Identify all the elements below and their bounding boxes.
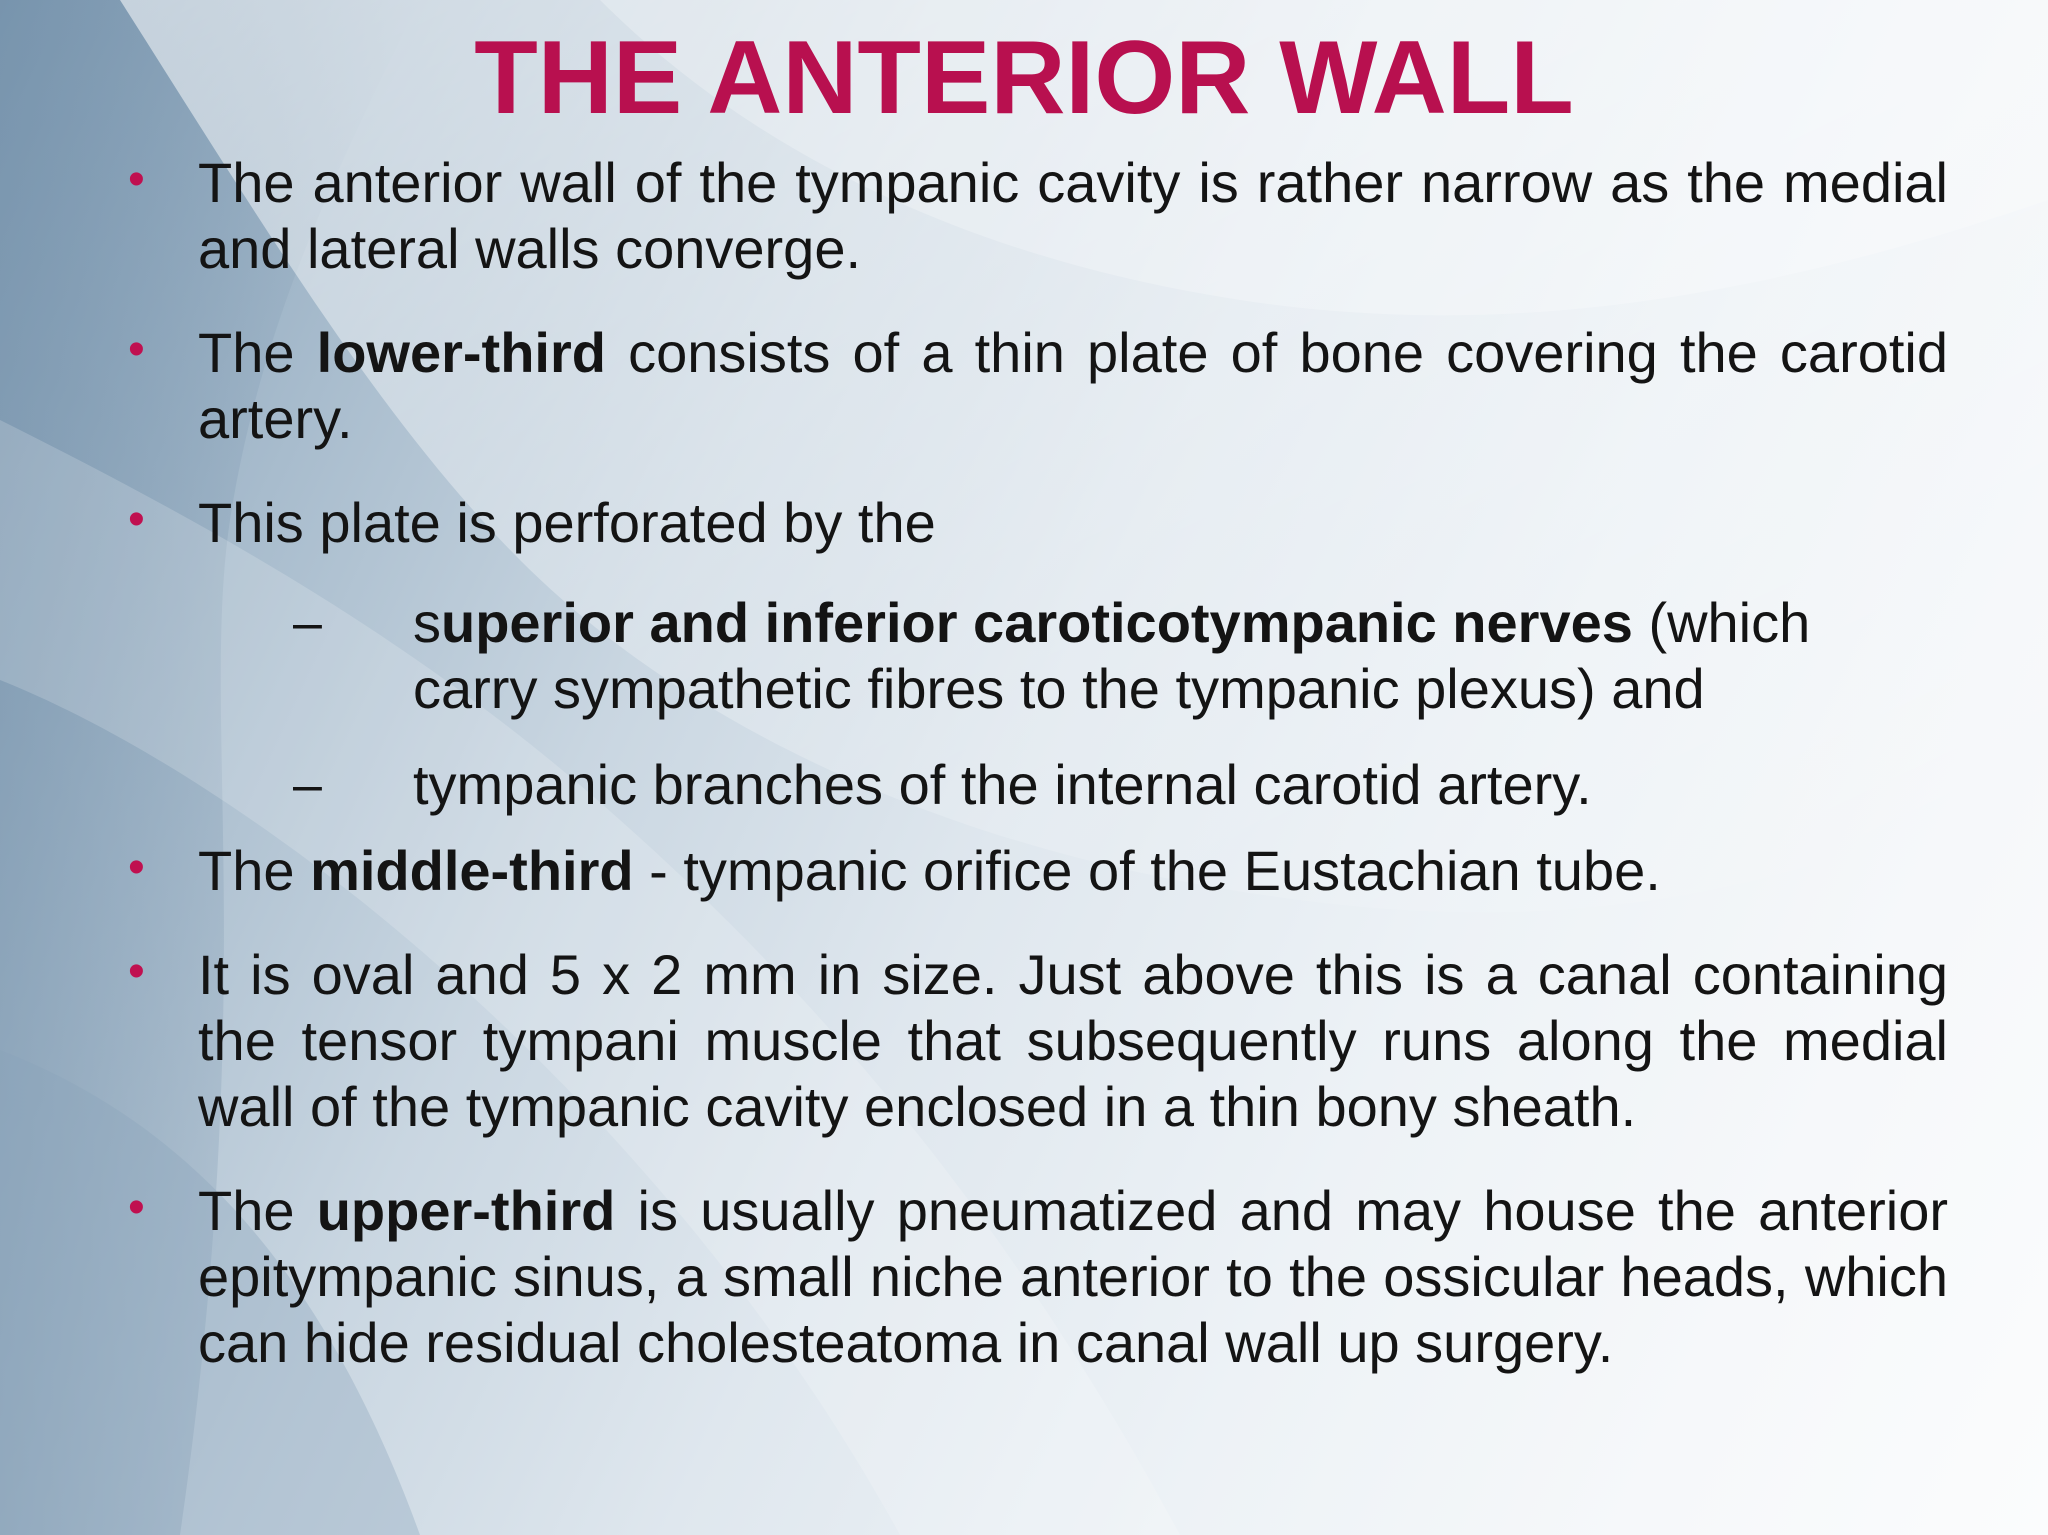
bullet-text-start: The — [198, 1179, 317, 1242]
sub-bullet-text-end: (which carry sympathetic fibres to the tympanic plexus) and — [413, 591, 1811, 720]
sub-bullet-text-start: s — [413, 591, 441, 654]
bullet-plate-perforated — [128, 490, 1948, 556]
bullet-term-upper-third: upper-third — [316, 1179, 616, 1242]
bullet-dot-icon: • — [128, 1181, 145, 1234]
dash-icon: – — [293, 594, 322, 652]
bullet-text: This plate is perforated by the — [198, 491, 936, 554]
bullet-anterior-wall — [128, 150, 1948, 282]
bullet-text: It is oval and 5 x 2 mm in size. Just above this is a canal containing the tensor tympani muscle that subsequently runs along the medial wall of the tympanic cavity enclosed in a thin bony sheath. — [198, 943, 1948, 1138]
dash-icon: – — [293, 756, 322, 814]
sub-bullet-tympanic-branches — [128, 752, 1948, 818]
slide-title: THE ANTERIOR WALL — [474, 20, 1574, 136]
bullet-text-end: consists of a thin plate of bone covering the carotid artery. — [198, 321, 1949, 450]
bullet-oval-size — [128, 942, 1948, 1140]
bullet-text-start: The — [198, 321, 317, 384]
bullet-dot-icon: • — [128, 323, 145, 376]
bullet-text: The anterior wall of the tympanic cavity is rather narrow as the medial and lateral walls converge. — [198, 151, 1948, 280]
bullet-text-start: The — [198, 839, 311, 902]
bullet-text-end: - tympanic orifice of the Eustachian tube. — [633, 839, 1661, 902]
bullet-dot-icon: • — [128, 945, 145, 998]
sub-bullet-caroticotympanic-nerves — [128, 590, 1948, 722]
bullet-term-lower-third: lower-third — [316, 321, 606, 384]
bullet-dot-icon: • — [128, 841, 145, 894]
bullet-text-end: is usually pneumatized and may house the anterior epitympanic sinus, a small niche anterior to the ossicular heads, which can hide residual cholesteatoma in canal wall up surgery. — [198, 1179, 1948, 1374]
sub-bullet-term-nerves: uperior and inferior caroticotympanic nerves — [441, 591, 1633, 654]
sub-bullet-text: tympanic branches of the internal carotid artery. — [413, 753, 1592, 816]
bullet-lower-third — [128, 320, 1948, 452]
bullet-middle-third — [128, 838, 1948, 904]
bullet-term-middle-third: middle-third — [310, 839, 634, 902]
slide-body — [128, 150, 1948, 1412]
bullet-dot-icon: • — [128, 493, 145, 546]
bullet-dot-icon: • — [128, 153, 145, 206]
bullet-upper-third — [128, 1178, 1948, 1376]
